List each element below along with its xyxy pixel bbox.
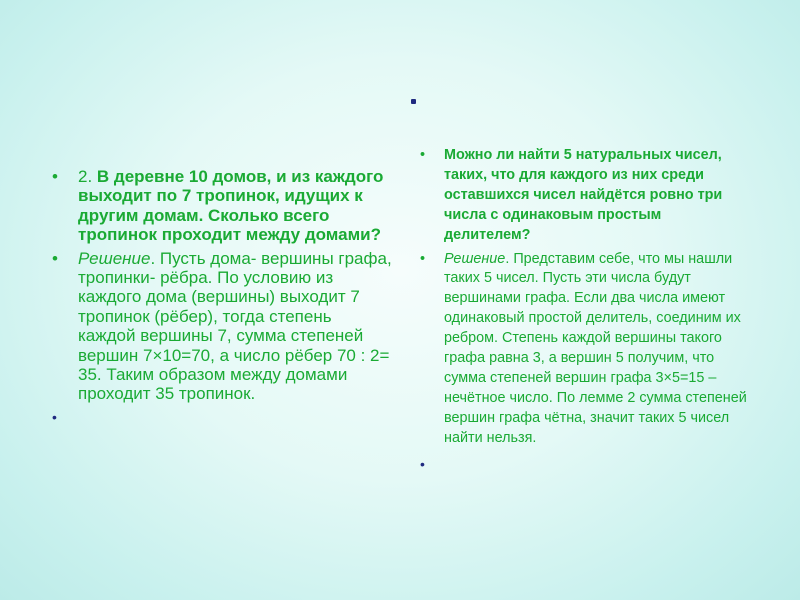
right-problem-text: Можно ли найти 5 натуральных чисел, таких, что для каждого из них среди оставшихся чисел найдётся ровно три числа с одинаковым простым делителем?	[444, 147, 723, 243]
right-column	[418, 146, 748, 477]
right-solution-text: . Представим себе, что мы нашли таких 5 чисел. Пусть эти числа будут вершинами графа. Если два числа имеют одинаковый простой делитель, соединим их ребром. Степень каждой вершины такого графа равна 3, а вершин 5 получим, что сумма степеней вершин графа 3×5=15 – нечётное число. По лемме 2 сумма степеней вершин графа чётна, значит таких 5 чисел найти нельзя.	[444, 250, 747, 446]
left-problem-item	[52, 167, 392, 245]
left-problem-text: В деревне 10 домов, и из каждого выходит по 7 тропинок, идущих к другим домам. Сколько всего тропинок проходит между домами?	[78, 167, 384, 245]
left-solution-text: . Пусть дома- вершины графа, тропинки- рёбра. По условию из каждого дома (вершины) выходит 7 тропинок (рёбер), тогда степень каждой вершины 7, сумма степеней вершин 7×10=70, а число рёбер 70 : 2= 35. Таким образом между домами проходит 35 тропинок.	[78, 248, 392, 404]
left-solution-label: Решение	[78, 248, 151, 268]
bullet-dot-icon	[411, 99, 416, 104]
left-column	[52, 167, 392, 430]
left-empty-bullet	[52, 408, 392, 426]
right-empty-bullet	[418, 455, 748, 473]
left-solution-item	[52, 249, 392, 404]
right-problem-item	[418, 146, 748, 246]
right-solution-item	[418, 250, 748, 449]
right-solution-label: Решение	[444, 250, 506, 267]
left-problem-number: 2.	[78, 167, 97, 186]
